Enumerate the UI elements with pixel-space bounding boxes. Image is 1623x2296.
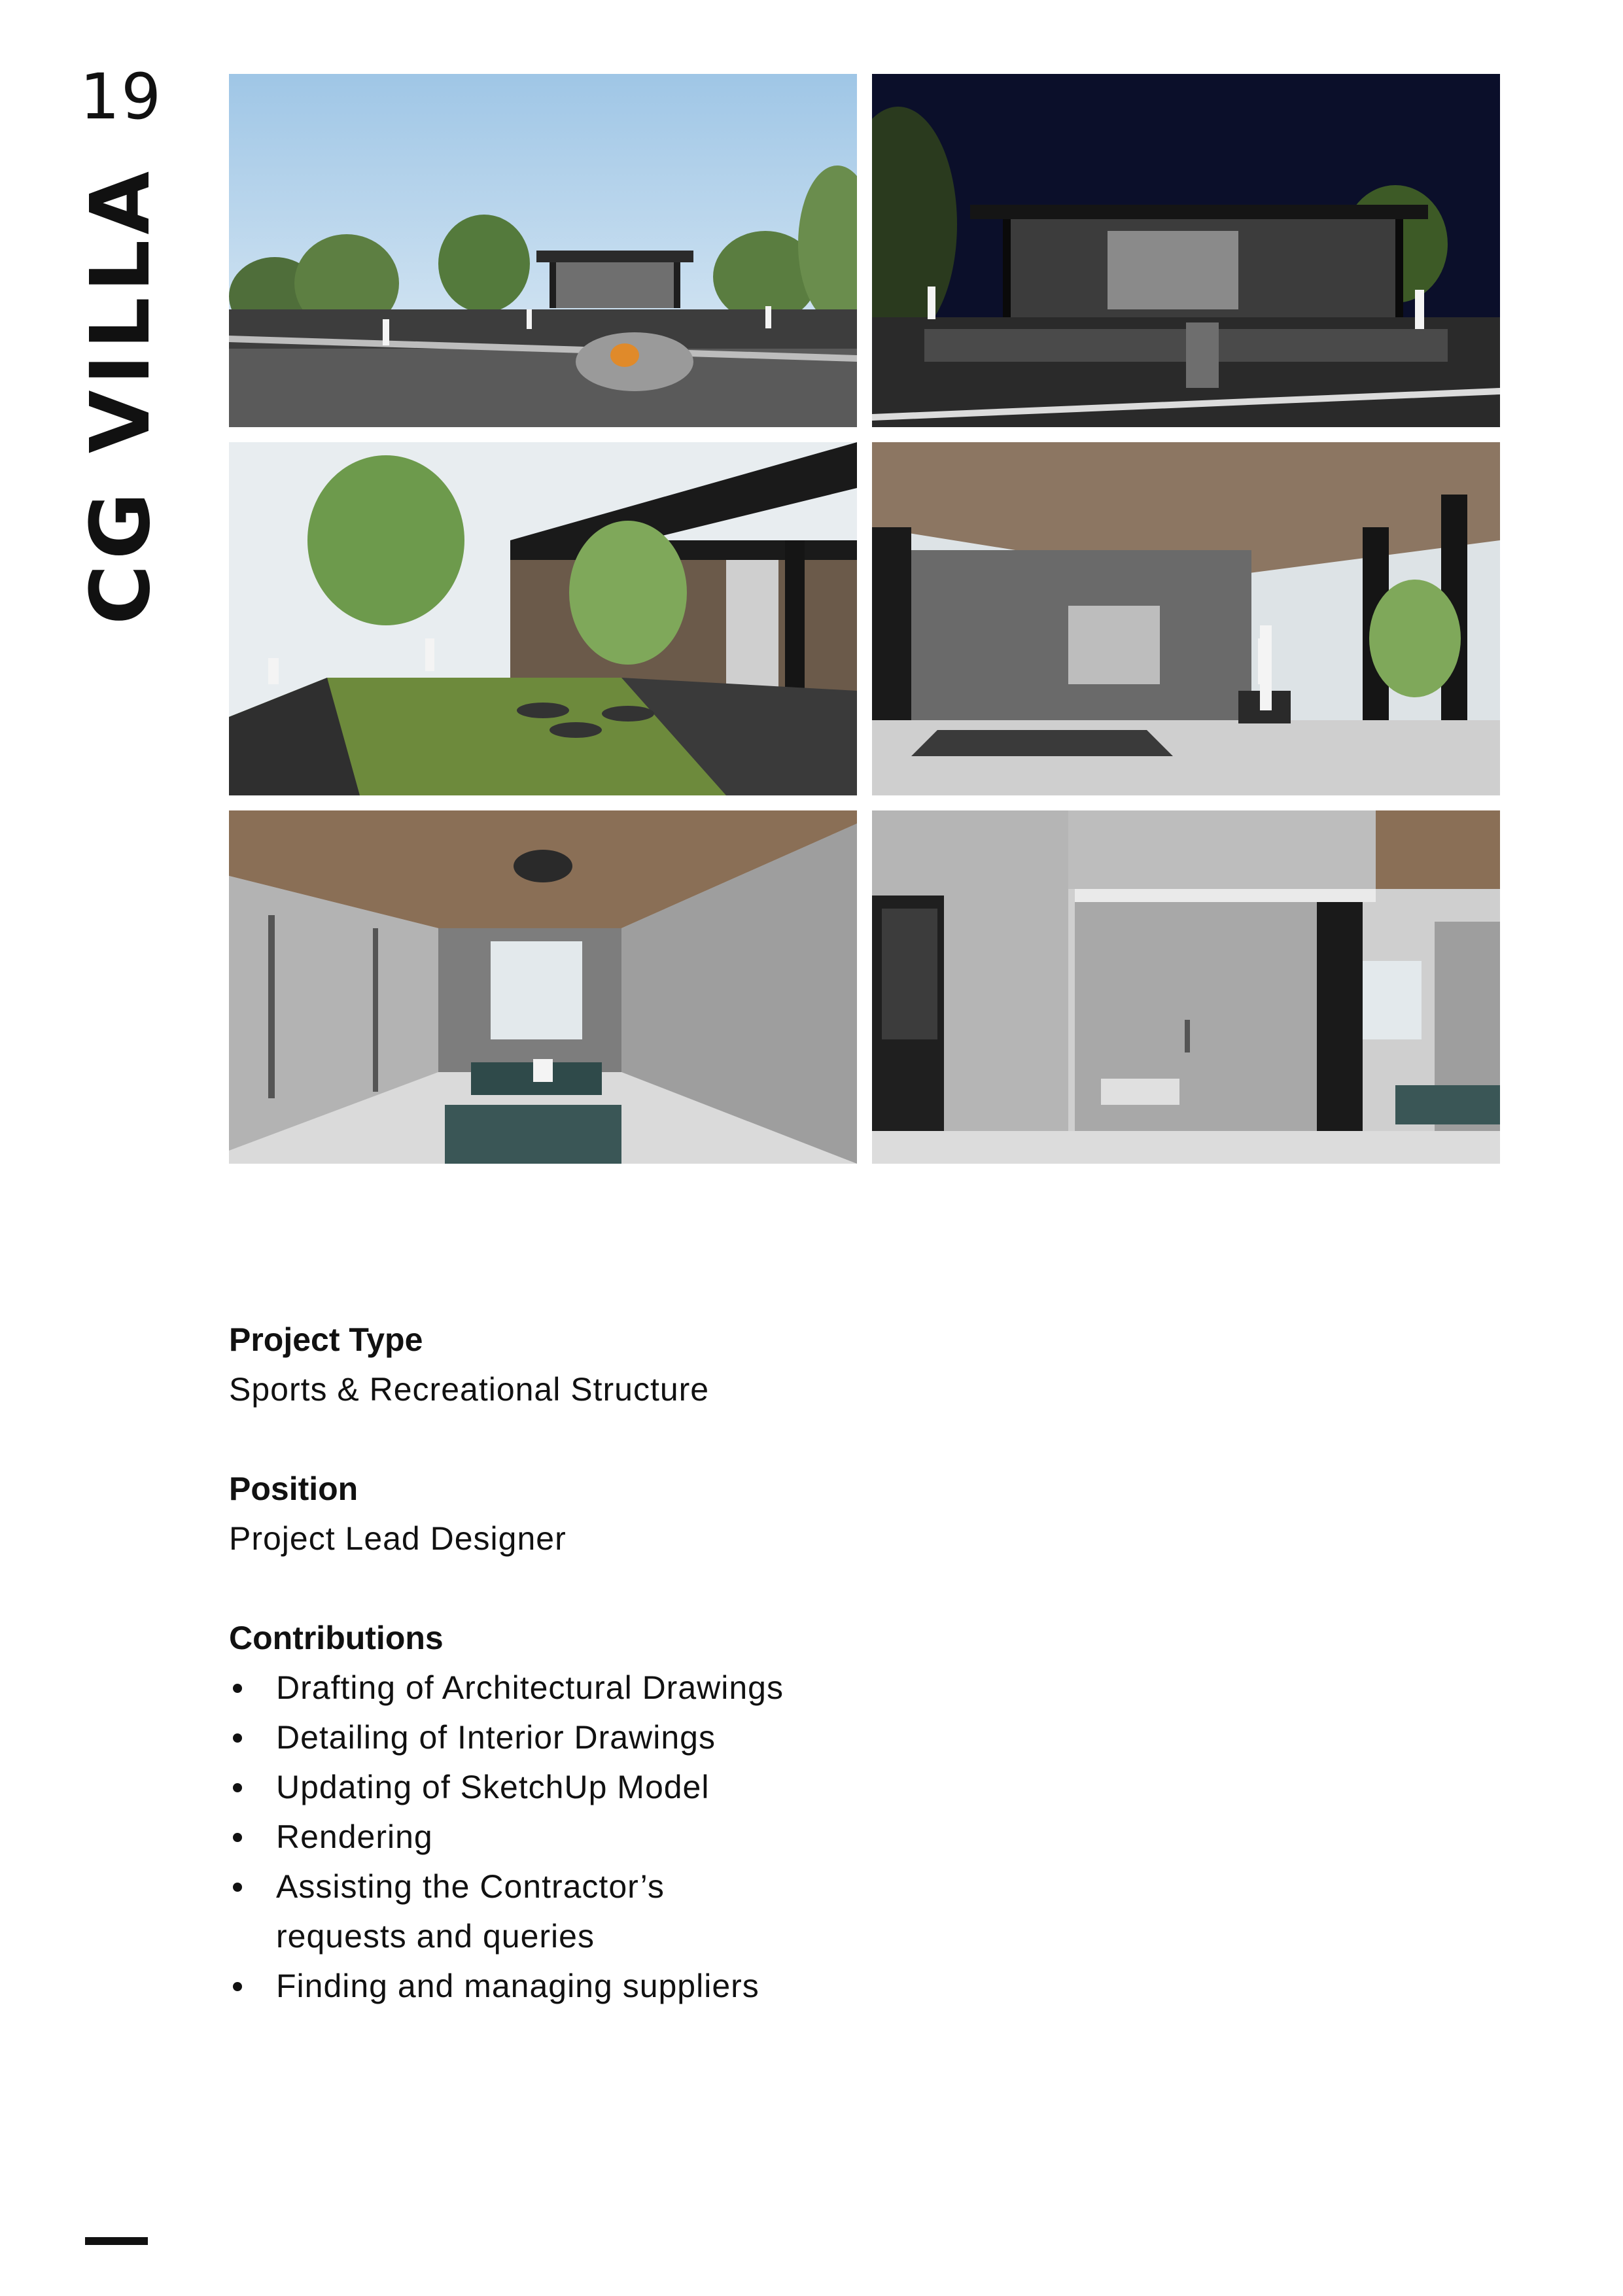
shower-room-render bbox=[872, 810, 1500, 1164]
courtyard-garden-render bbox=[229, 442, 857, 795]
project-type-value: Sports & Recreational Structure bbox=[229, 1371, 710, 1408]
exterior-night-render bbox=[872, 74, 1500, 427]
project-details bbox=[229, 1315, 1145, 2011]
exterior-daytime-firepit-render bbox=[229, 74, 857, 427]
contributions-list bbox=[229, 1663, 1145, 2011]
project-type-label: Project Type bbox=[229, 1321, 423, 1358]
position-label: Position bbox=[229, 1470, 358, 1507]
list-item: Assisting the Contractor’s requests and queries bbox=[229, 1862, 786, 1961]
list-item: Detailing of Interior Drawings bbox=[229, 1713, 996, 1762]
list-item: Finding and managing suppliers bbox=[229, 1961, 786, 2011]
indoor-plunge-pool-render bbox=[229, 810, 857, 1164]
contributions-label: Contributions bbox=[229, 1620, 444, 1656]
list-item: Rendering bbox=[229, 1812, 996, 1862]
list-item: Updating of SketchUp Model bbox=[229, 1762, 996, 1812]
list-item: Drafting of Architectural Drawings bbox=[229, 1663, 996, 1713]
project-title: CG VILLA bbox=[73, 165, 168, 625]
covered-lounge-interior-render bbox=[872, 442, 1500, 795]
project-type-section bbox=[229, 1315, 1145, 1414]
position-section bbox=[229, 1464, 1145, 1563]
footer-divider bbox=[85, 2237, 148, 2245]
render-gallery bbox=[229, 74, 1500, 1164]
position-value: Project Lead Designer bbox=[229, 1520, 567, 1557]
contributions-section bbox=[229, 1613, 1145, 2011]
page-number: 19 bbox=[80, 60, 163, 133]
